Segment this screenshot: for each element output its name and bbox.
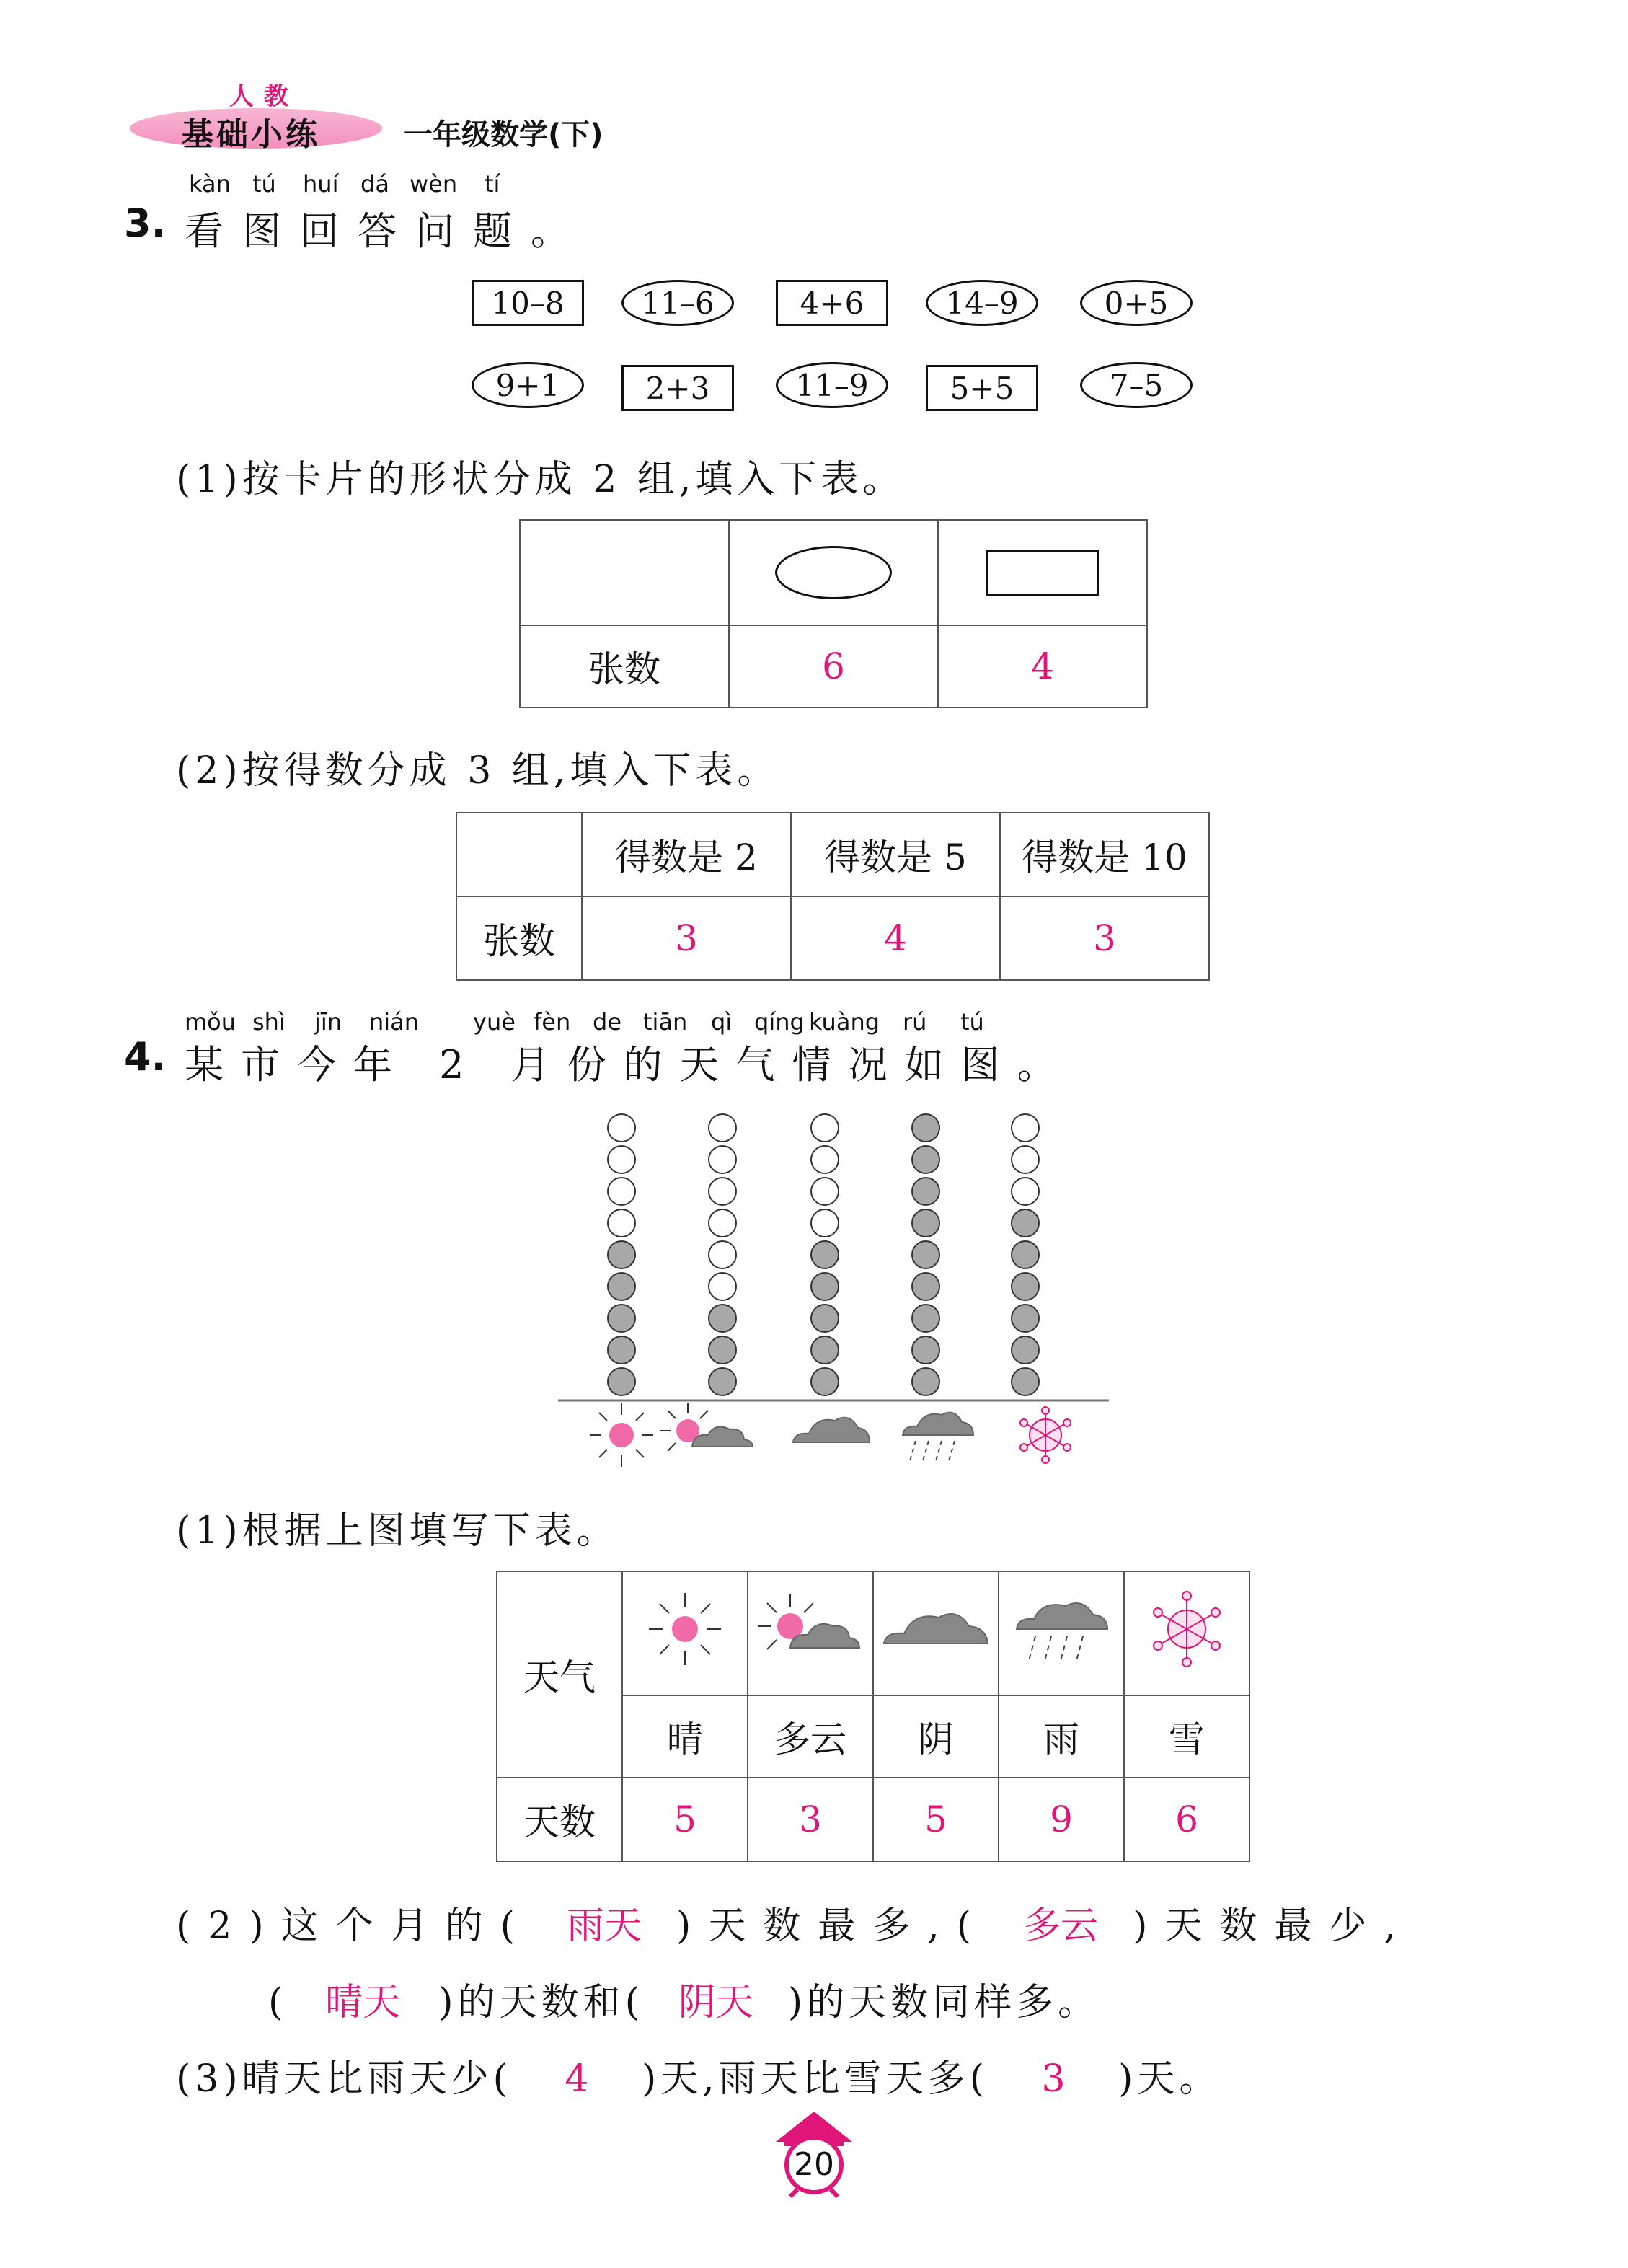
shape-table	[519, 519, 1148, 708]
header-series: 基础小练	[182, 116, 320, 153]
days-value: 9	[999, 1778, 1124, 1861]
answer-most: 雨天	[566, 1905, 642, 1948]
text: )天数最多,(	[676, 1905, 989, 1948]
weather-name: 雨	[999, 1695, 1124, 1778]
pinyin: yuè	[473, 1008, 516, 1036]
bead-filled	[1012, 1209, 1039, 1237]
bead-empty	[811, 1114, 839, 1142]
pinyin: wèn	[410, 170, 458, 198]
bead-filled	[608, 1273, 635, 1300]
days-value: 5	[873, 1778, 999, 1861]
bead-filled	[912, 1368, 939, 1395]
q4-number: 4.	[124, 1034, 167, 1080]
bead-filled	[608, 1368, 635, 1395]
q3-part2-label: (2)按得数分成 3 组,填入下表。	[176, 749, 779, 793]
bead-filled	[608, 1305, 635, 1332]
weather-label: 天气	[497, 1571, 622, 1778]
page-number: 20	[794, 2146, 834, 2183]
partly-cloudy-cell	[748, 1571, 873, 1695]
q3-text: 看图回答问题。	[185, 208, 588, 254]
days-value: 5	[622, 1778, 748, 1861]
bead-filled	[912, 1305, 939, 1332]
text: )的天数同样多。	[787, 1981, 1100, 2024]
text: )天数最少,	[1133, 1905, 1413, 1948]
bead-filled	[912, 1336, 939, 1364]
bead-empty	[709, 1114, 736, 1142]
answer-more: 3	[1041, 2057, 1066, 2101]
pinyin: rú	[903, 1008, 927, 1036]
answer-same-1: 晴天	[325, 1981, 401, 2024]
bead-empty	[1012, 1114, 1039, 1142]
bead-filled	[912, 1178, 939, 1205]
pinyin: dá	[360, 170, 389, 198]
bead-filled	[912, 1114, 939, 1142]
card-oval: 9+1	[472, 362, 584, 408]
answer-least: 多云	[1023, 1905, 1099, 1948]
pinyin: qì	[711, 1008, 733, 1036]
oval-header	[729, 520, 938, 625]
bead-filled	[912, 1241, 939, 1268]
bead-filled	[1012, 1241, 1039, 1268]
q4-part1-label: (1)根据上图填写下表。	[176, 1509, 619, 1553]
bead-empty	[608, 1209, 635, 1237]
pinyin: tú	[960, 1008, 984, 1036]
card-oval: 0+5	[1080, 280, 1193, 326]
text: (	[268, 1981, 288, 2024]
pinyin: tiān	[643, 1008, 688, 1036]
pinyin: tú	[252, 170, 276, 198]
text: (3)晴天比雨天少(	[176, 2057, 512, 2101]
oval-shape-icon	[775, 546, 892, 599]
days-label: 天数	[497, 1778, 622, 1861]
bead-empty	[709, 1209, 736, 1237]
oval-count: 6	[729, 625, 938, 707]
bead-filled	[709, 1368, 736, 1395]
bead-filled	[912, 1209, 939, 1237]
bead-filled	[811, 1368, 839, 1395]
pinyin: mǒu	[185, 1008, 236, 1036]
bead-empty	[811, 1146, 839, 1173]
card-oval: 7–5	[1080, 362, 1193, 408]
weather-name: 阴	[873, 1695, 999, 1778]
card-rect: 2+3	[621, 365, 734, 411]
rain-cell	[999, 1571, 1124, 1695]
text: )天,雨天比雪天多(	[641, 2057, 989, 2101]
q3-number: 3.	[124, 200, 167, 246]
header-subject: 一年级数学(下)	[404, 118, 603, 151]
sunny-icon	[642, 1586, 728, 1672]
pinyin: kàn	[189, 170, 231, 198]
bead-empty	[1012, 1146, 1039, 1173]
overcast-icon	[878, 1586, 994, 1672]
card-rect: 5+5	[926, 365, 1038, 411]
card-rect: 10–8	[472, 280, 584, 326]
text: )天。	[1118, 2057, 1221, 2101]
card-rect: 4+6	[776, 280, 888, 326]
q3-part1-label: (1)按卡片的形状分成 2 组,填入下表。	[176, 458, 905, 501]
bead-filled	[811, 1305, 839, 1332]
rect-count: 4	[938, 625, 1147, 707]
bead-filled	[1012, 1273, 1039, 1300]
bead-empty	[608, 1114, 635, 1142]
bead-filled	[709, 1336, 736, 1364]
bead-filled	[608, 1241, 635, 1268]
snow-cell	[1124, 1571, 1249, 1695]
q4-part3	[176, 2048, 1221, 2102]
partly-cloudy-icon	[660, 1403, 753, 1451]
pinyin: fèn	[534, 1008, 571, 1036]
bead-empty	[709, 1273, 736, 1300]
result-table	[456, 812, 1210, 981]
weather-name: 晴	[622, 1695, 748, 1778]
bead-empty	[1012, 1178, 1039, 1205]
card-oval: 14–9	[926, 280, 1038, 326]
pinyin: kuàng	[809, 1008, 880, 1036]
bead-filled	[608, 1336, 635, 1364]
bead-filled	[811, 1273, 839, 1300]
pinyin: qíng	[754, 1008, 805, 1036]
sunny-icon	[590, 1403, 653, 1467]
header-cell: 得数是 5	[791, 813, 1000, 896]
pinyin: jīn	[314, 1008, 342, 1036]
bead-empty	[608, 1146, 635, 1173]
bead-filled	[1012, 1305, 1039, 1332]
answer-fewer: 4	[565, 2057, 589, 2101]
weather-bead-chart	[555, 1103, 1118, 1471]
bead-filled	[811, 1241, 839, 1268]
snow-icon	[1140, 1582, 1234, 1676]
text: (2)这个月的(	[176, 1905, 532, 1948]
bead-empty	[811, 1209, 839, 1237]
row-label: 张数	[456, 896, 582, 980]
empty-cell	[456, 813, 582, 896]
days-value: 3	[748, 1778, 873, 1861]
bead-filled	[1012, 1336, 1039, 1364]
bead-empty	[709, 1146, 736, 1173]
rain-icon	[1004, 1586, 1119, 1672]
weather-name: 雪	[1124, 1695, 1249, 1778]
header-cell: 得数是 2	[582, 813, 791, 896]
bead-filled	[912, 1146, 939, 1173]
pinyin: nián	[369, 1008, 420, 1036]
rect-shape-icon	[986, 550, 1099, 596]
overcast-icon	[793, 1418, 870, 1442]
bead-filled	[709, 1305, 736, 1332]
row-label: 张数	[520, 625, 729, 707]
value-cell: 3	[1000, 896, 1209, 980]
snow-icon	[1020, 1407, 1071, 1463]
bead-filled	[1012, 1368, 1039, 1395]
text: )的天数和(	[438, 1981, 644, 2024]
sunny-cell	[622, 1571, 748, 1695]
bead-filled	[912, 1273, 939, 1300]
pinyin: shì	[252, 1008, 286, 1036]
weather-name: 多云	[748, 1695, 873, 1778]
card-oval: 11–9	[776, 362, 888, 408]
card-oval: 11–6	[621, 280, 734, 326]
q4-text: 某市今年 2 月份的天气情况如图。	[185, 1042, 1074, 1087]
pinyin: de	[593, 1008, 621, 1036]
bead-empty	[608, 1178, 635, 1205]
bead-empty	[709, 1178, 736, 1205]
overcast-cell	[873, 1571, 999, 1695]
bead-filled	[811, 1336, 839, 1364]
answer-same-2: 阴天	[678, 1981, 753, 2024]
pinyin: huí	[303, 170, 339, 198]
days-value: 6	[1124, 1778, 1249, 1861]
bead-empty	[709, 1241, 736, 1268]
value-cell: 3	[582, 896, 791, 980]
pinyin: tí	[485, 170, 500, 198]
partly-cloudy-icon	[753, 1586, 868, 1672]
bead-empty	[811, 1178, 839, 1205]
q4-part2-line2	[268, 1972, 1100, 2026]
header-edition: 人教	[229, 82, 298, 111]
value-cell: 4	[791, 896, 1000, 980]
empty-cell	[520, 520, 729, 625]
header-cell: 得数是 10	[1000, 813, 1209, 896]
weather-table	[496, 1571, 1250, 1862]
rain-icon	[903, 1413, 973, 1461]
rect-header	[938, 520, 1147, 625]
q4-part2-line1	[176, 1895, 1413, 1949]
